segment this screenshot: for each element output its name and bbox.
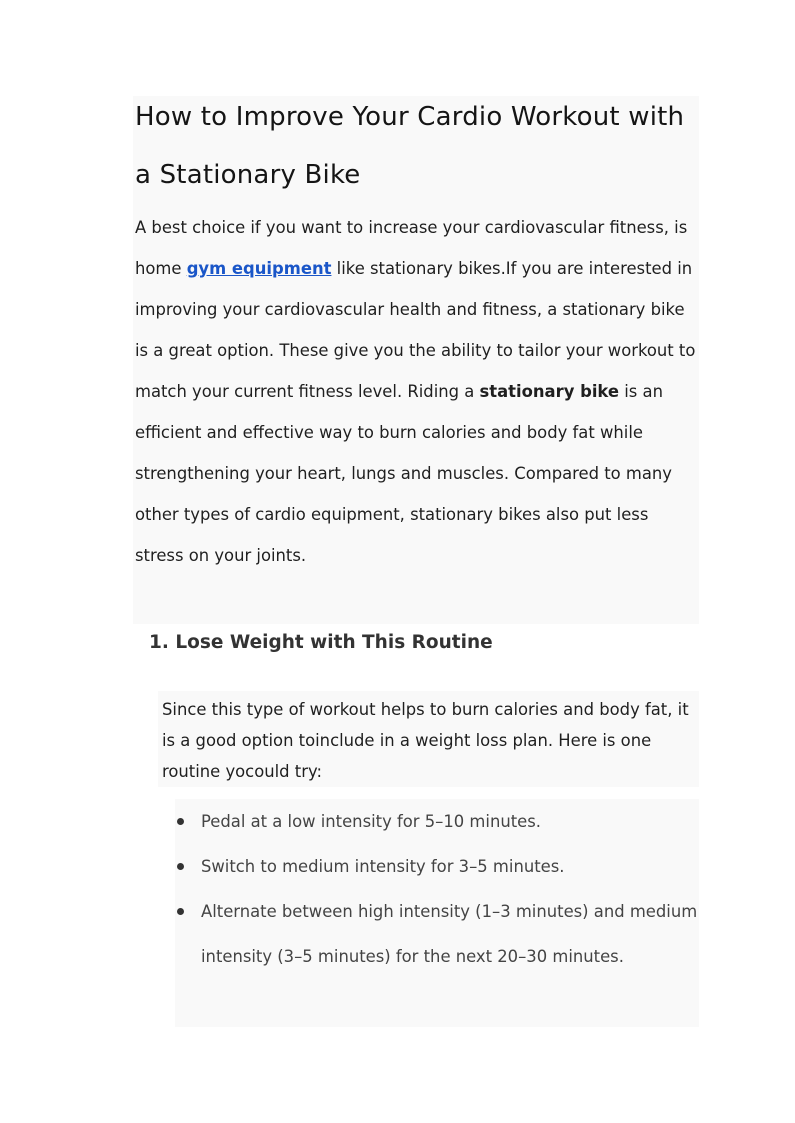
section-heading-lose-weight: 1. Lose Weight with This Routine <box>149 632 493 653</box>
routine-paragraph: Since this type of workout helps to burn calories and body fat, it is a good option toinclude in a weight loss plan. Here is one routine yocould try: <box>162 700 689 781</box>
list-item <box>175 889 699 979</box>
intro-text-part1: A best choice if you want to increase your cardiovascular fitness, is home <box>135 218 688 278</box>
intro-text-part2: like stationary bikes.If you are interested in improving your cardiovascular health and fitness, a stationary bike is a great option. These give you the ability to tailor your workout to match your current fitness level. Riding a <box>135 259 696 401</box>
step-text: Pedal at a low intensity for 5–10 minutes. <box>201 812 541 831</box>
article-title: How to Improve Your Cardio Workout with a Stationary Bike <box>135 102 685 190</box>
routine-steps-list <box>175 799 699 979</box>
list-item <box>175 799 699 844</box>
bullet-icon <box>177 818 184 825</box>
list-item <box>175 844 699 889</box>
step-text: Alternate between high intensity (1–3 minutes) and medium intensity (3–5 minutes) for the next 20–30 minutes. <box>201 902 698 966</box>
intro-paragraph <box>135 207 701 576</box>
step-text: Switch to medium intensity for 3–5 minutes. <box>201 857 565 876</box>
intro-text-part3: is an efficient and effective way to burn calories and body fat while strengthening your heart, lungs and muscles. Compared to many other types of cardio equipment, stationary bikes also put less stress on your joints. <box>135 382 672 565</box>
bullet-icon <box>177 908 184 915</box>
stationary-bike-bold: stationary bike <box>479 382 620 401</box>
gym-equipment-link[interactable]: gym equipment <box>186 259 332 278</box>
bullet-icon <box>177 863 184 870</box>
